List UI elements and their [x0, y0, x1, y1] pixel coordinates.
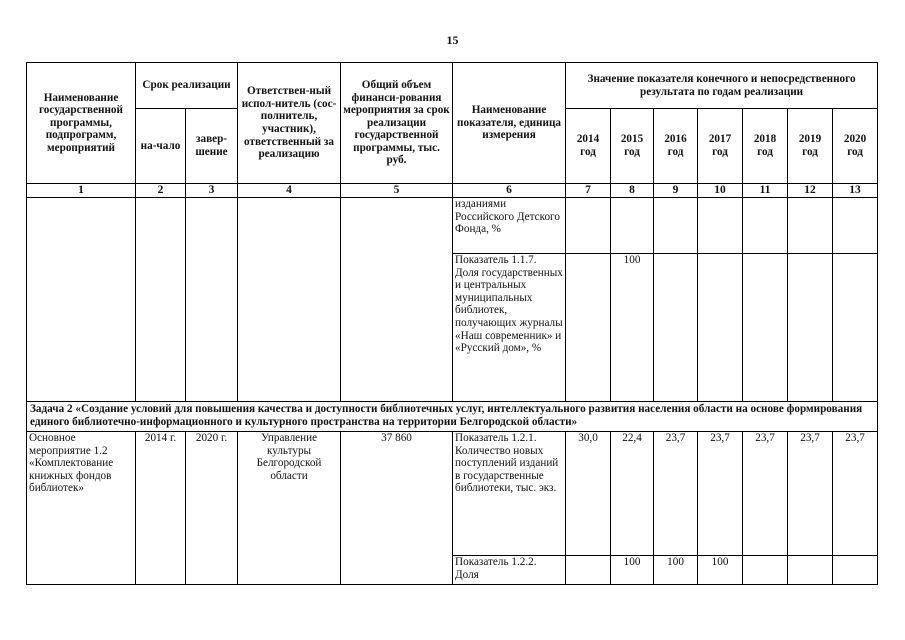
- header-program-name: Наименование государственной программы, подпрограмм, мероприятий: [27, 63, 136, 184]
- value-2017: 23,7: [698, 432, 743, 556]
- table-row: [27, 432, 878, 556]
- header-values: Значение показателя конечного и непосредственного результата по годам реализации: [566, 63, 878, 109]
- header-year-2019: 2019 год: [788, 109, 833, 184]
- value-2016: 100: [654, 556, 698, 585]
- value-2017: 100: [698, 556, 743, 585]
- cell-empty: [27, 198, 136, 402]
- header-year-2018: 2018 год: [743, 109, 788, 184]
- table-row: [27, 198, 878, 254]
- column-number: 9: [654, 184, 698, 198]
- cell-empty: [341, 198, 453, 402]
- column-numbers-row: [27, 184, 878, 198]
- header-start: на-чало: [136, 109, 186, 184]
- indicator-cell: Показатель 1.2.2. Доля: [453, 556, 566, 585]
- column-number: 5: [341, 184, 453, 198]
- value-2015: 22,4: [611, 432, 654, 556]
- column-number: 13: [833, 184, 878, 198]
- value-2020: 23,7: [833, 432, 878, 556]
- indicator-cell: Показатель 1.1.7. Доля государственных и центральных муниципальных библиотек, получающих журналы «Наш современник» и «Русский дом», %: [453, 254, 566, 402]
- header-indicator: Наименование показателя, единица измерения: [453, 63, 566, 184]
- program-table: [26, 62, 878, 585]
- column-number: 1: [27, 184, 136, 198]
- responsible-executor: Управление культуры Белгородской области: [238, 432, 341, 585]
- header-term: Срок реализации: [136, 63, 238, 109]
- header-year-2016: 2016 год: [654, 109, 698, 184]
- page-number: 15: [446, 33, 459, 47]
- column-number: 11: [743, 184, 788, 198]
- value-2015: 100: [611, 556, 654, 585]
- activity-name: Основное мероприятие 1.2 «Комплектование книжных фондов библиотек»: [27, 432, 136, 585]
- value-2014: 30,0: [566, 432, 611, 556]
- value-2015: 100: [611, 254, 654, 402]
- start-year: 2014 г.: [136, 432, 186, 585]
- cell-empty: [238, 198, 341, 402]
- column-number: 4: [238, 184, 341, 198]
- value-2018: 23,7: [743, 432, 788, 556]
- header-year-2020: 2020 год: [833, 109, 878, 184]
- cell-empty: [186, 198, 238, 402]
- value-2019: 23,7: [788, 432, 833, 556]
- end-year: 2020 г.: [186, 432, 238, 585]
- column-number: 6: [453, 184, 566, 198]
- value-2016: 23,7: [654, 432, 698, 556]
- cell-empty: [136, 198, 186, 402]
- header-financing: Общий объем финанси-рования мероприятия за срок реализации государственной программы, тыс. руб.: [341, 63, 453, 184]
- column-number: 2: [136, 184, 186, 198]
- indicator-cell: Показатель 1.2.1. Количество новых поступлений изданий в государственные библиотеки, тыс. экз.: [453, 432, 566, 556]
- header-year-2015: 2015 год: [611, 109, 654, 184]
- column-number: 8: [611, 184, 654, 198]
- header-year-2017: 2017 год: [698, 109, 743, 184]
- column-number: 7: [566, 184, 611, 198]
- header-end: завер-шение: [186, 109, 238, 184]
- task-row: [27, 402, 878, 432]
- financing-amount: 37 860: [341, 432, 453, 585]
- column-number: 3: [186, 184, 238, 198]
- column-number: 10: [698, 184, 743, 198]
- task-2-title: Задача 2 «Создание условий для повышения качества и доступности библиотечных услуг, интеллектуального развития населения области на основе формирования единого библиотечно-информационного и культурного пространства на территории Белгородской области»: [27, 402, 878, 432]
- header-responsible: Ответствен-ный испол-нитель (сос-полнитель, участник), ответственный за реализацию: [238, 63, 341, 184]
- column-number: 12: [788, 184, 833, 198]
- indicator-cell: изданиями Российского Детского Фонда, %: [453, 198, 566, 254]
- header-year-2014: 2014 год: [566, 109, 611, 184]
